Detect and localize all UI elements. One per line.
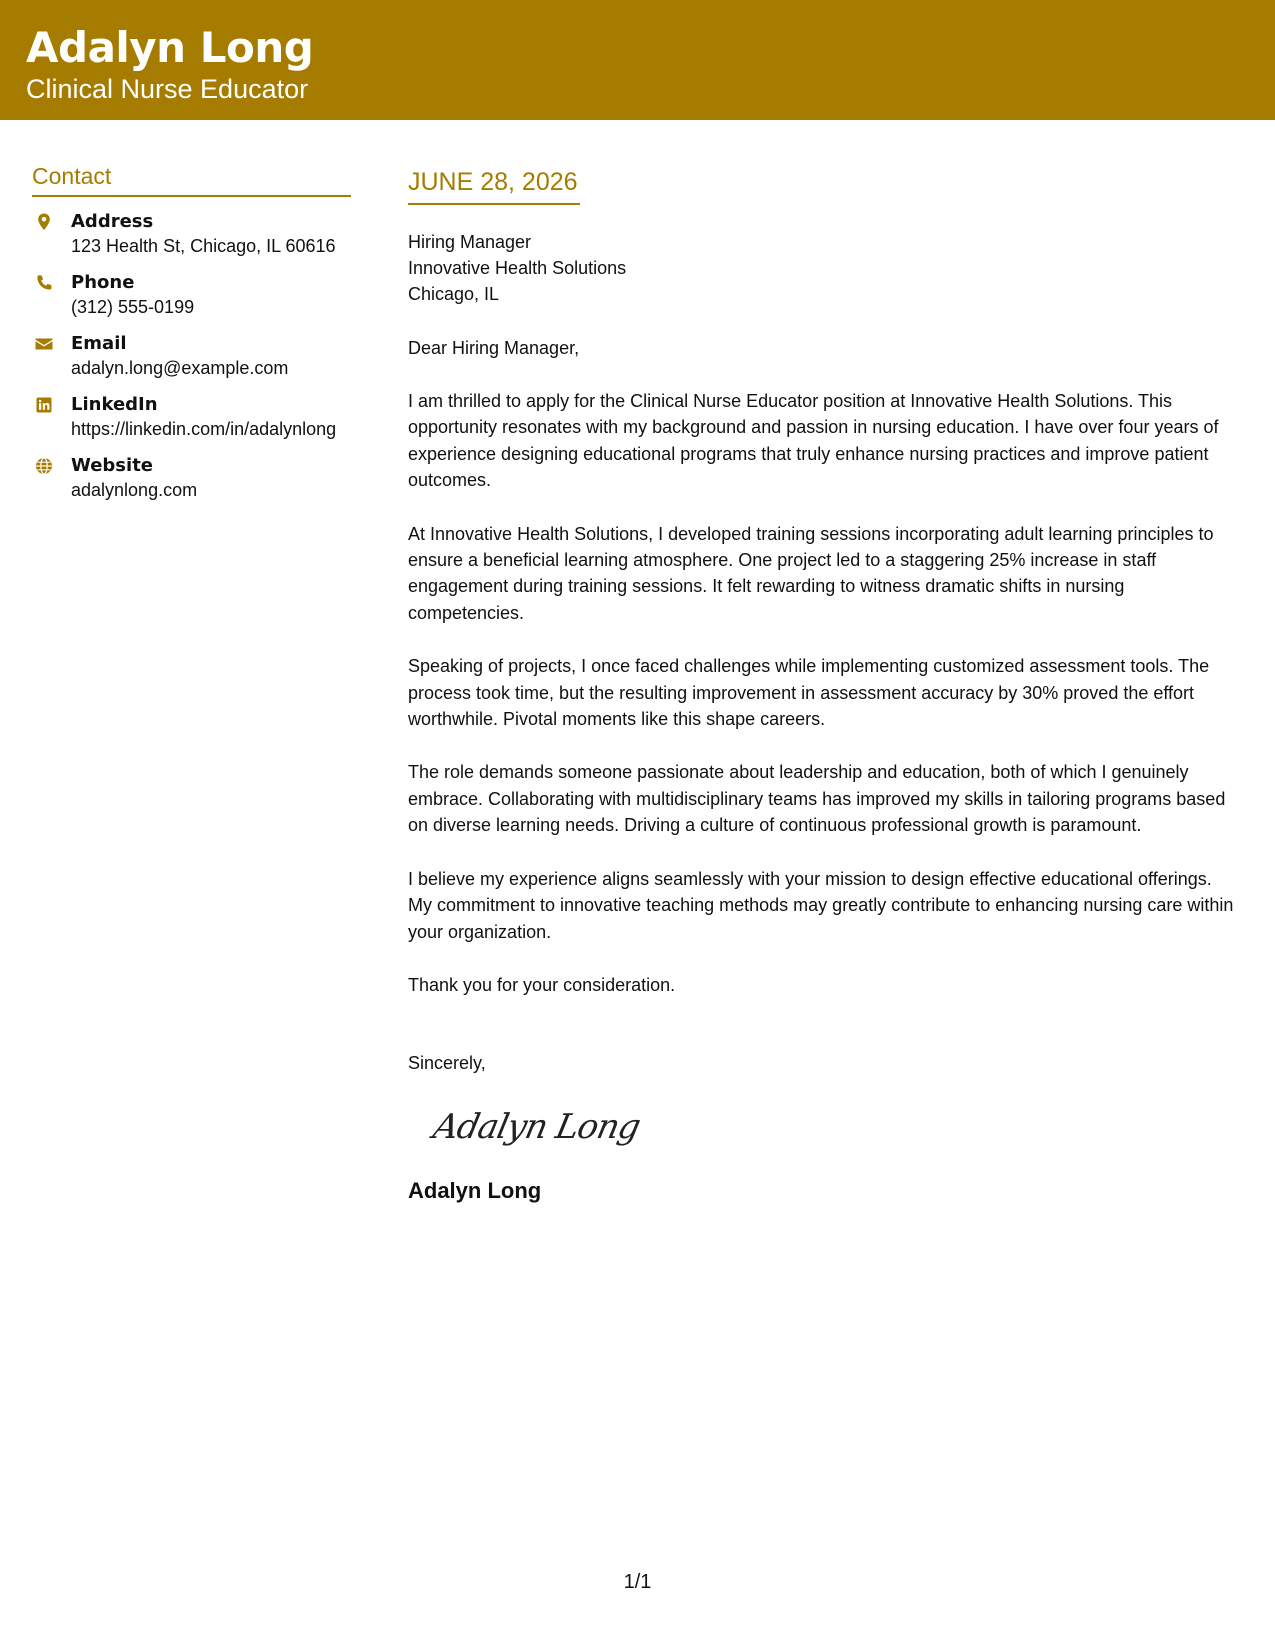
contact-label: Email (71, 333, 127, 354)
contact-value: adalynlong.com (71, 480, 198, 500)
letter-paragraph: I am thrilled to apply for the Clinical Nurse Educator position at Innovative Health Solutions. This opportunity resonates with my background and passion in nursing education. I have over four years of experience designing educational programs that truly enhance nursing practices and improve patient outcomes. (408, 391, 1219, 491)
applicant-job-title: Clinical Nurse Educator (26, 74, 309, 104)
page-number: 1/1 (623, 1571, 652, 1593)
letter-paragraph: Speaking of projects, I once faced challenges while implementing customized assessment tools. The process took time, but the resulting improvement in assessment accuracy by 30% proved the effort worthwhile. Pivotal moments like this shape careers. (408, 656, 1210, 730)
linkedin-icon (34, 395, 54, 415)
contact-item-website (32, 453, 351, 503)
letter-paragraph: Thank you for your consideration. (408, 974, 676, 995)
contact-value: https://linkedin.com/in/adalynlong (71, 419, 337, 439)
phone-icon (34, 273, 54, 293)
globe-icon (34, 456, 54, 476)
contact-value: 123 Health St, Chicago, IL 60616 (71, 236, 336, 256)
letter-paragraph: I believe my experience aligns seamlessly with your mission to design effective educational offerings. My commitment to innovative teaching methods may greatly contribute to enhancing nursing care within your organization. (408, 868, 1234, 942)
contact-label: LinkedIn (71, 394, 158, 415)
envelope-icon (34, 334, 54, 354)
contact-sidebar (32, 160, 351, 514)
contact-label: Address (71, 211, 154, 232)
signer-name: Adalyn Long (408, 1178, 542, 1204)
letter-paragraph: At Innovative Health Solutions, I developed training sessions incorporating adult learning principles to ensure a beneficial learning atmosphere. One project led to a staggering 25% increase in staff engagement during training sessions. It felt rewarding to witness dramatic shifts in nursing competencies. (408, 523, 1214, 623)
contact-label: Phone (71, 272, 135, 293)
letter-body (408, 164, 1240, 1206)
signature-image (429, 1102, 1240, 1160)
header-banner (0, 0, 1275, 120)
contact-value: (312) 555-0199 (71, 297, 195, 317)
contact-heading: Contact (32, 160, 351, 197)
contact-label: Website (71, 455, 154, 476)
recipient-line: Chicago, IL (408, 284, 500, 304)
contact-item-email (32, 331, 351, 381)
applicant-name: Adalyn Long (26, 23, 314, 72)
map-marker-icon (34, 212, 54, 232)
recipient-line: Innovative Health Solutions (408, 258, 627, 278)
contact-item-address (32, 209, 351, 259)
contact-item-linkedin (32, 392, 351, 442)
handwritten-signature: Adalyn Long (429, 1107, 644, 1148)
recipient-block (408, 229, 1240, 307)
contact-value: adalyn.long@example.com (71, 358, 289, 378)
letter-date: JUNE 28, 2026 (408, 164, 580, 205)
salutation: Dear Hiring Manager, (408, 338, 580, 358)
closing: Sincerely, (408, 1053, 486, 1074)
contact-item-phone (32, 270, 351, 320)
letter-paragraph: The role demands someone passionate about leadership and education, both of which I genuinely embrace. Collaborating with multidisciplinary teams has improved my skills in tailoring programs based on diverse learning needs. Driving a culture of continuous professional growth is paramount. (408, 762, 1226, 836)
recipient-line: Hiring Manager (408, 232, 532, 252)
